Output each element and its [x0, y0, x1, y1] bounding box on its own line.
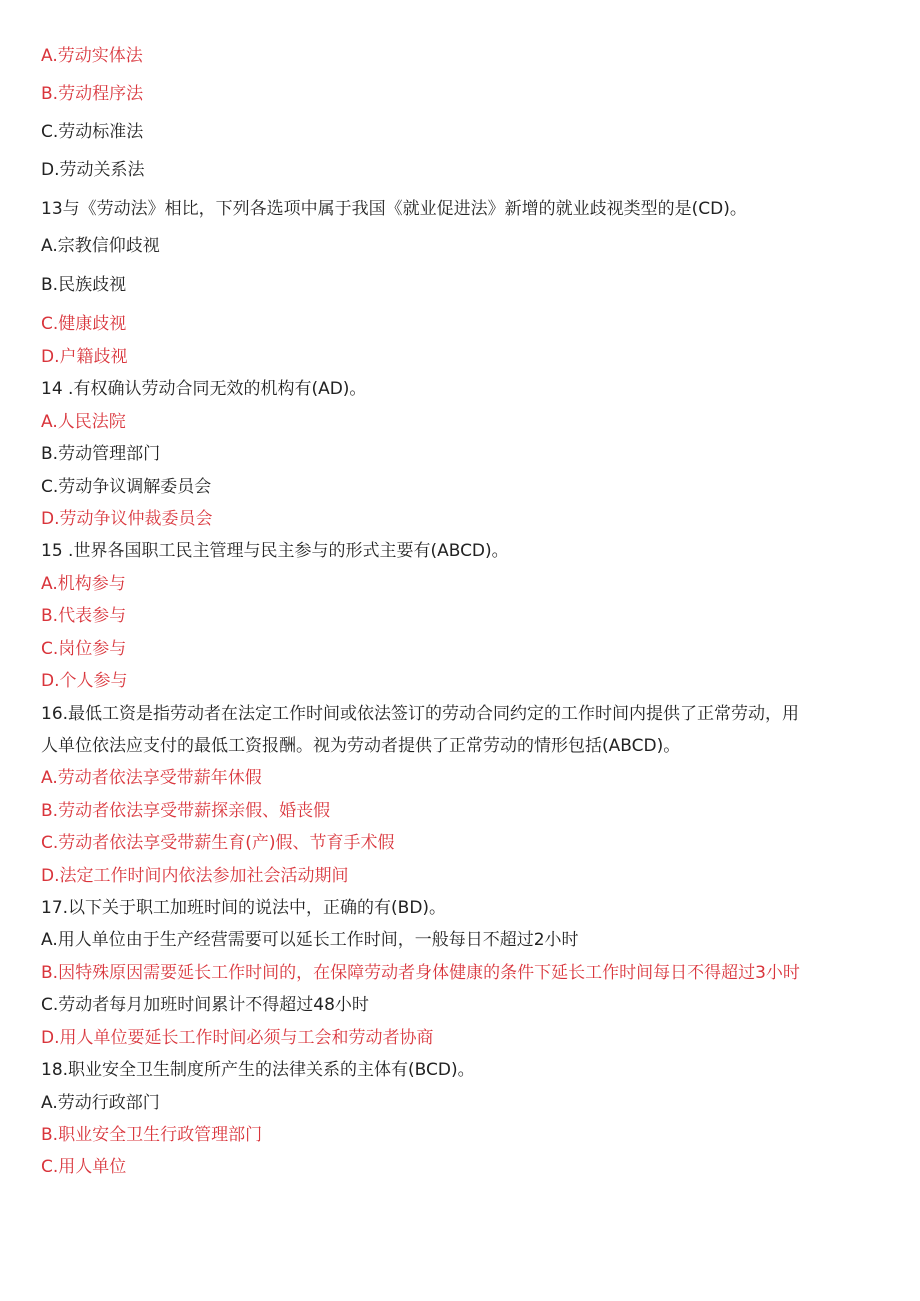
text-line: A.劳动实体法: [41, 46, 143, 66]
question-line: 18.职业安全卫生制度所产生的法律关系的主体有(BCD)。: [41, 1060, 475, 1080]
question-line: 16.最低工资是指劳动者在法定工作时间或依法签订的劳动合同约定的工作时间内提供了正常劳动，用: [41, 704, 800, 724]
text-line: D.户籍歧视: [41, 347, 128, 367]
text-line: C.健康歧视: [41, 314, 127, 334]
question-line: 13与《劳动法》相比，下列各选项中属于我国《就业促进法》新增的就业歧视类型的是(CD)。: [41, 199, 747, 219]
text-line: A.宗教信仰歧视: [41, 236, 160, 256]
text-line: D.个人参与: [41, 671, 128, 691]
text-line: C.劳动者每月加班时间累计不得超过48小时: [41, 995, 369, 1015]
text-line: B.因特殊原因需要延长工作时间的，在保障劳动者身体健康的条件下延长工作时间每日不得超过3小时: [41, 963, 800, 983]
text-line: A.机构参与: [41, 574, 126, 594]
text-line: B.代表参与: [41, 606, 127, 626]
text-line: A.人民法院: [41, 412, 126, 432]
text-line: C.劳动争议调解委员会: [41, 477, 212, 497]
text-line: D.法定工作时间内依法参加社会活动期间: [41, 866, 349, 886]
text-line: C.用人单位: [41, 1157, 127, 1177]
text-line: D.劳动关系法: [41, 160, 145, 180]
text-line: B.劳动管理部门: [41, 444, 161, 464]
question-line: 15 .世界各国职工民主管理与民主参与的形式主要有(ABCD)。: [41, 541, 509, 561]
text-line: C.劳动者依法享受带薪生育(产)假、节育手术假: [41, 833, 395, 853]
text-line: A.用人单位由于生产经营需要可以延长工作时间，一般每日不超过2小时: [41, 930, 579, 950]
text-line: C.劳动标准法: [41, 122, 144, 142]
question-line: 人单位依法应支付的最低工资报酬。视为劳动者提供了正常劳动的情形包括(ABCD)。: [41, 736, 681, 756]
text-line: A.劳动者依法享受带薪年休假: [41, 768, 262, 788]
question-line: 17.以下关于职工加班时间的说法中，正确的有(BD)。: [41, 898, 447, 918]
text-line: C.岗位参与: [41, 639, 127, 659]
text-line: B.职业安全卫生行政管理部门: [41, 1125, 263, 1145]
text-line: A.劳动行政部门: [41, 1093, 160, 1113]
text-line: B.劳动者依法享受带薪探亲假、婚丧假: [41, 801, 331, 821]
text-line: D.用人单位要延长工作时间必须与工会和劳动者协商: [41, 1028, 434, 1048]
text-line: B.劳动程序法: [41, 84, 144, 104]
question-line: 14 .有权确认劳动合同无效的机构有(AD)。: [41, 379, 367, 399]
text-line: D.劳动争议仲裁委员会: [41, 509, 213, 529]
text-line: B.民族歧视: [41, 275, 127, 295]
